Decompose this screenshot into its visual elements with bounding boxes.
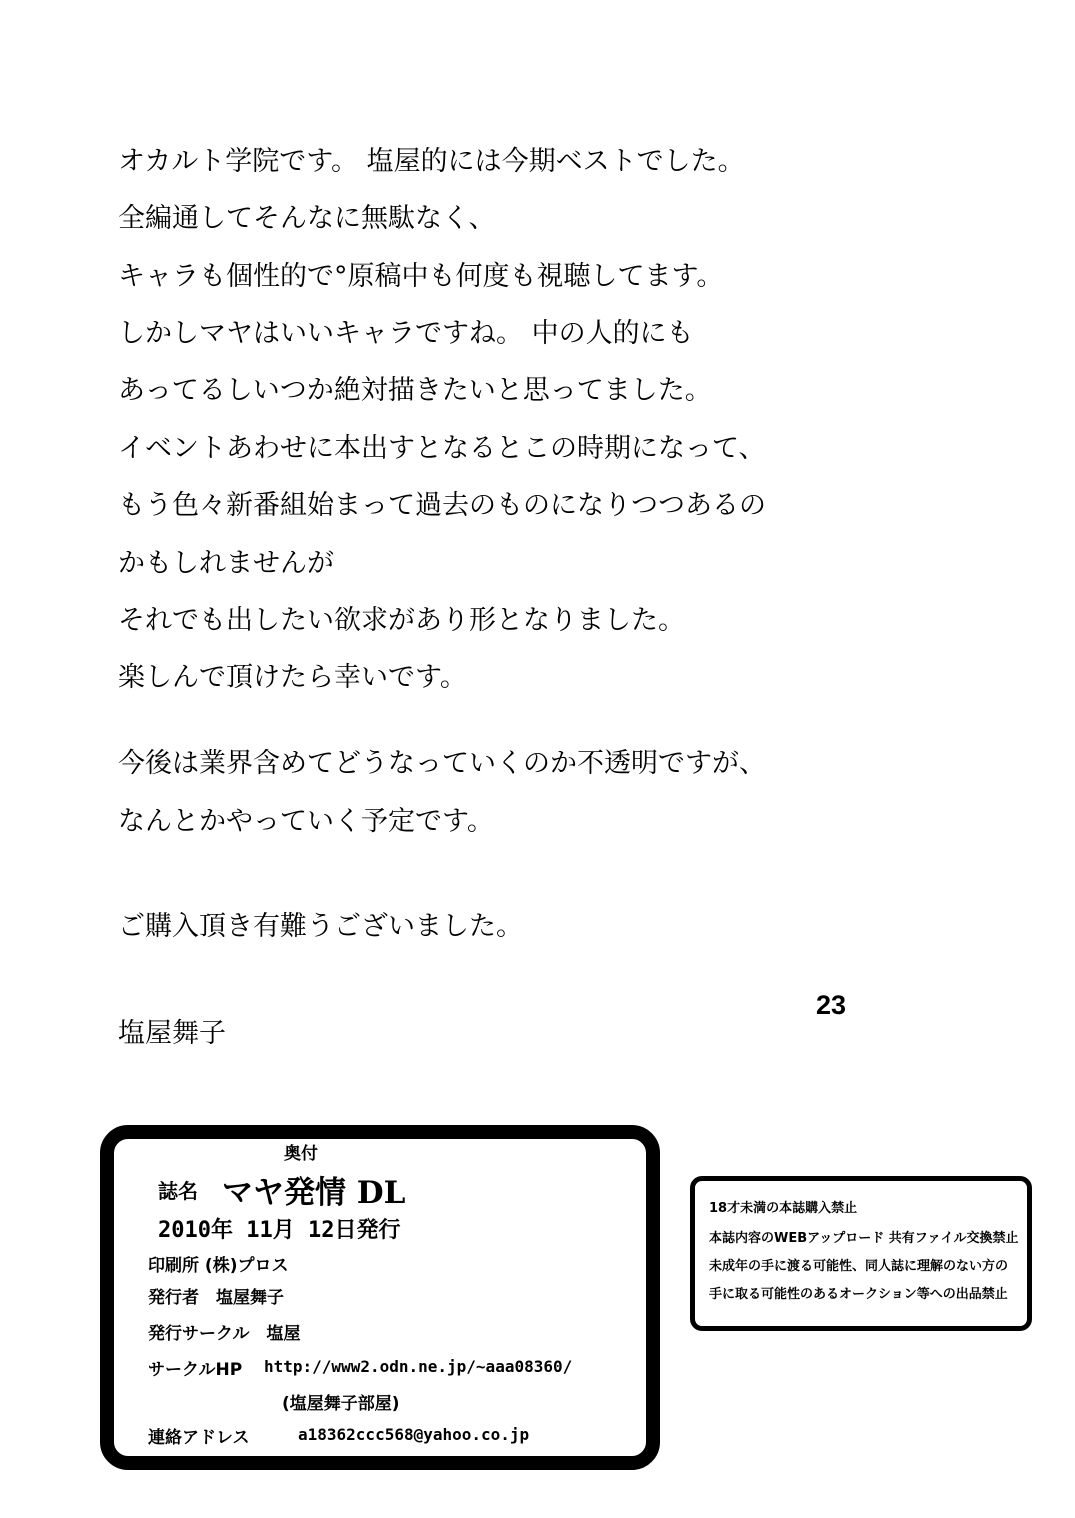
colophon-heading: 奥付 <box>284 1144 318 1164</box>
notice-line: 手に取る可能性のあるオークション等への出品禁止 <box>709 1287 1008 1302</box>
afterword-line: 楽しんで頂けたら幸いです。 <box>118 662 467 693</box>
colophon-box <box>100 1125 660 1470</box>
colophon-contact-email[interactable]: a18362ccc568@yahoo.co.jp <box>298 1425 530 1444</box>
colophon-contact-label: 連絡アドレス <box>148 1428 250 1448</box>
afterword-line: なんとかやっていく予定です。 <box>118 806 494 837</box>
afterword-line: ご購入頂き有難うございました。 <box>118 911 523 942</box>
afterword-line: それでも出したい欲求があり形となりました。 <box>118 605 685 636</box>
page-number: 23 <box>816 990 847 1020</box>
afterword-line: しかしマヤはいいキャラですね。 中の人的にも <box>118 318 694 349</box>
author-signature: 塩屋舞子 <box>118 1018 226 1049</box>
afterword-line: あってるしいつか絶対描きたいと思ってました。 <box>118 375 712 406</box>
afterword-line: イベントあわせに本出すとなるとこの時期になって、 <box>118 433 766 464</box>
afterword-line: 今後は業界含めてどうなっていくのか不透明ですが、 <box>118 748 766 779</box>
notice-line: 未成年の手に渡る可能性、同人誌に理解のない方の <box>709 1259 1009 1274</box>
colophon-circle: 発行サークル 塩屋 <box>148 1324 301 1344</box>
afterword-line: もう色々新番組始まって過去のものになりつつあるの <box>118 490 766 521</box>
colophon-hp-url[interactable]: http://www2.odn.ne.jp/~aaa08360/ <box>264 1357 573 1376</box>
colophon-title-label: 誌名 <box>158 1179 198 1203</box>
colophon-hp-name: (塩屋舞子部屋) <box>282 1394 400 1414</box>
colophon-title: マヤ発情 DL <box>222 1175 406 1211</box>
colophon-date: 2010年 11月 12日発行 <box>158 1218 401 1243</box>
afterword-line: 全編通してそんなに無駄なく、 <box>118 203 496 234</box>
colophon-hp-label: サークルHP <box>148 1360 243 1380</box>
afterword-line: かもしれませんが <box>118 548 334 579</box>
afterword-line: オカルト学院です。 塩屋的には今期ベストでした。 <box>118 146 745 177</box>
afterword-line: キャラも個性的で°原稿中も何度も視聴してます。 <box>118 261 724 292</box>
notice-line: 18才未満の本誌購入禁止 <box>709 1201 858 1216</box>
legal-notice-box <box>690 1176 1032 1331</box>
notice-line: 本誌内容のWEBアップロード 共有ファイル交換禁止 <box>709 1231 1019 1246</box>
colophon-printer: 印刷所 (株)プロス <box>148 1256 289 1276</box>
colophon-publisher: 発行者 塩屋舞子 <box>148 1288 284 1308</box>
